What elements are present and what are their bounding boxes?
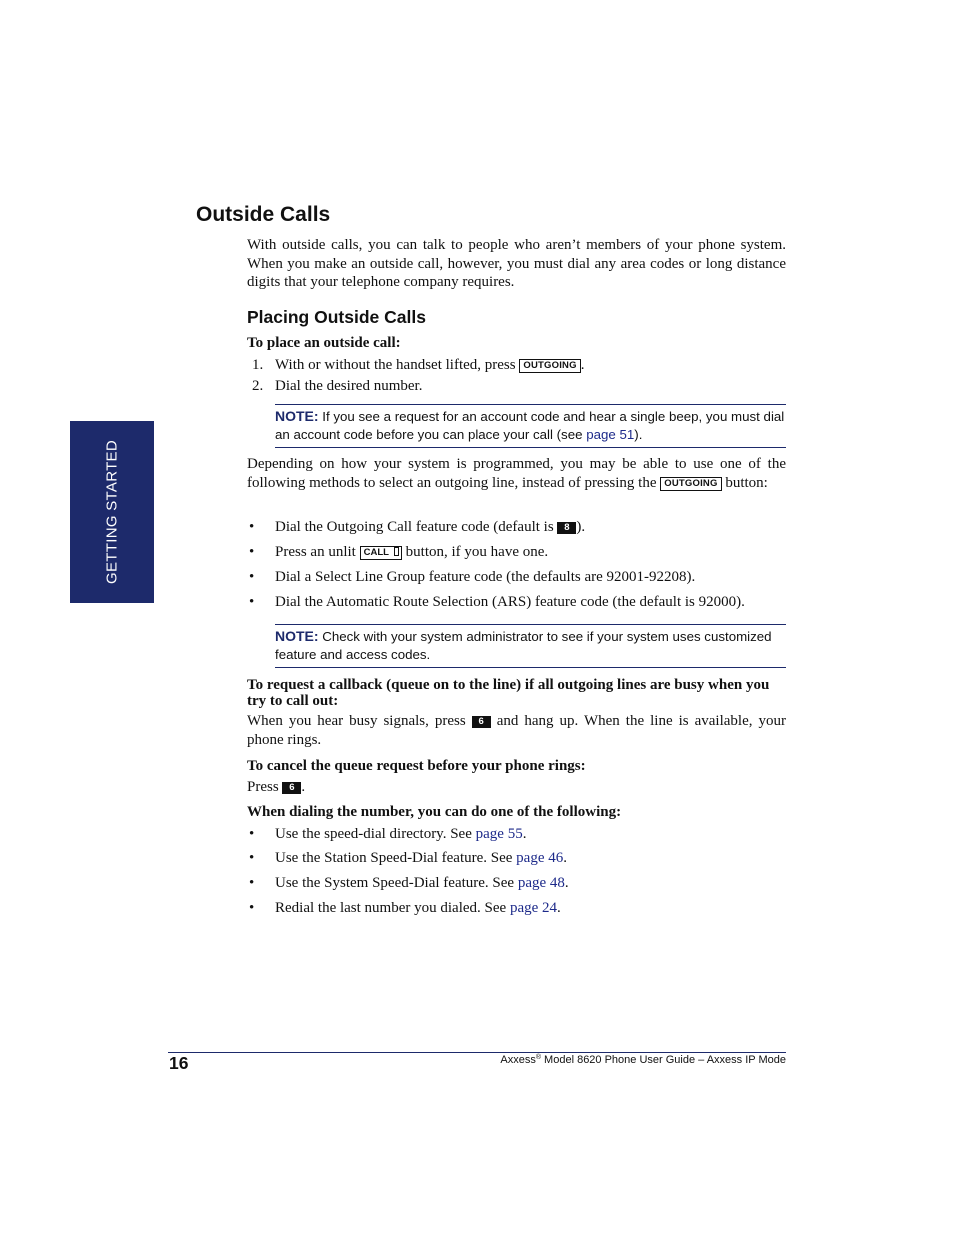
cancel-heading: To cancel the queue request before your phone rings: bbox=[247, 758, 586, 774]
call-key-lamp-icon bbox=[394, 547, 399, 556]
bullet-text: Use the System Speed-Dial feature. See bbox=[275, 875, 518, 891]
note-text-end: ). bbox=[634, 426, 643, 442]
dialing-bullet: • Use the speed-dial directory. See page 55. bbox=[249, 826, 527, 842]
method-bullet: • Dial the Outgoing Call feature code (default is 8 ). bbox=[249, 519, 586, 535]
step-text: With or without the handset lifted, press bbox=[275, 357, 520, 373]
step-text-end: . bbox=[580, 357, 585, 373]
step-number: 2. bbox=[252, 378, 264, 394]
outgoing-key: OUTGOING bbox=[519, 359, 580, 373]
footer-divider bbox=[168, 1052, 786, 1053]
side-tab bbox=[70, 421, 154, 603]
footer-brand: Axxess bbox=[500, 1054, 536, 1066]
cancel-text: Press bbox=[247, 779, 283, 795]
call-key-label: CALL bbox=[363, 547, 389, 558]
cancel-paragraph bbox=[247, 778, 786, 797]
registered-mark: ® bbox=[535, 1054, 541, 1061]
dialing-bullet: • Redial the last number you dialed. See page 24. bbox=[249, 900, 561, 916]
dialing-bullet: • Use the System Speed-Dial feature. See page 48. bbox=[249, 875, 569, 891]
bullet-text: Use the speed-dial directory. See bbox=[275, 826, 476, 842]
page-number: 16 bbox=[169, 1053, 189, 1073]
cancel-text-end: . bbox=[301, 779, 306, 795]
intro-paragraph: With outside calls, you can talk to people who aren’t members of your phone system. When you make an outside call, however, you must dial any area codes or long distance digits that your telephone company requires. bbox=[247, 237, 786, 290]
callback-text-end: and hang up. When the line is available, your phone rings. bbox=[247, 713, 786, 748]
page-46-link[interactable]: page 46 bbox=[516, 850, 564, 866]
outgoing-key: OUTGOING bbox=[660, 477, 721, 491]
method-bullet: • Dial a Select Line Group feature code (the defaults are 92001-92208). bbox=[249, 569, 696, 585]
bullet-text: Dial the Automatic Route Selection (ARS) feature code (the default is 92000). bbox=[275, 594, 745, 610]
page-title: Outside Calls bbox=[196, 203, 331, 226]
footer-title bbox=[500, 1054, 786, 1066]
footer-rest: Model 8620 Phone User Guide – Axxess IP Mode bbox=[541, 1054, 786, 1066]
method-bullet: • Press an unlit CALL button, if you have one. bbox=[249, 544, 549, 560]
bullet-text-end: . bbox=[564, 875, 569, 891]
callback-heading: To request a callback (queue on to the line) if all outgoing lines are busy when you try to call out: bbox=[247, 677, 770, 709]
bullet-text-end: ). bbox=[576, 519, 586, 535]
step-1 bbox=[252, 356, 584, 374]
bullet-text: Redial the last number you dialed. See bbox=[275, 900, 510, 916]
step-text: Dial the desired number. bbox=[275, 378, 423, 394]
dialing-bullet: • Use the Station Speed-Dial feature. See page 46. bbox=[249, 850, 567, 866]
place-call-heading: To place an outside call: bbox=[247, 335, 401, 351]
bullet-text: Dial a Select Line Group feature code (the defaults are 92001-92208). bbox=[275, 569, 696, 585]
step-2 bbox=[252, 377, 422, 395]
page-55-link[interactable]: page 55 bbox=[475, 826, 523, 842]
methods-text-end: button: bbox=[721, 474, 768, 491]
method-bullet: • Dial the Automatic Route Selection (ARS) feature code (the default is 92000). bbox=[249, 594, 745, 610]
note-account-code bbox=[275, 404, 786, 448]
page-51-link[interactable]: page 51 bbox=[586, 426, 635, 442]
bullet-text: Press an unlit bbox=[275, 544, 360, 560]
methods-text: Depending on how your system is programmed, you may be able to use one of the following methods to select an outgoing line, instead of pressing the bbox=[247, 456, 786, 491]
bullet-text-end: . bbox=[522, 826, 527, 842]
note-text: If you see a request for an account code and hear a single beep, you must dial an account code before you can place your call (see bbox=[275, 409, 785, 442]
digit-6-key: 6 bbox=[282, 782, 301, 794]
side-tab-label: GETTING STARTED bbox=[103, 440, 121, 584]
bullet-text: Dial the Outgoing Call feature code (default is bbox=[275, 519, 558, 535]
bullet-text-end: button, if you have one. bbox=[401, 544, 549, 560]
bullet-text-end: . bbox=[557, 900, 561, 916]
page-48-link[interactable]: page 48 bbox=[517, 875, 565, 891]
bullet-text: Use the Station Speed-Dial feature. See bbox=[275, 850, 517, 866]
call-key bbox=[360, 546, 402, 560]
step-number: 1. bbox=[252, 357, 264, 373]
digit-8-key: 8 bbox=[557, 522, 576, 534]
dialing-heading: When dialing the number, you can do one of the following: bbox=[247, 804, 622, 820]
note-text: Check with your system administrator to see if your system uses customized feature and access codes. bbox=[275, 629, 772, 662]
callback-text: When you hear busy signals, press bbox=[247, 713, 472, 729]
note-custom-codes bbox=[275, 624, 786, 668]
section-heading: Placing Outside Calls bbox=[247, 307, 426, 327]
page-24-link[interactable]: page 24 bbox=[509, 900, 558, 916]
bullet-text-end: . bbox=[563, 850, 567, 866]
note-label: NOTE: bbox=[275, 628, 319, 644]
methods-paragraph bbox=[247, 455, 786, 492]
callback-paragraph bbox=[247, 712, 786, 749]
digit-6-key: 6 bbox=[472, 716, 491, 728]
note-label: NOTE: bbox=[275, 408, 319, 424]
